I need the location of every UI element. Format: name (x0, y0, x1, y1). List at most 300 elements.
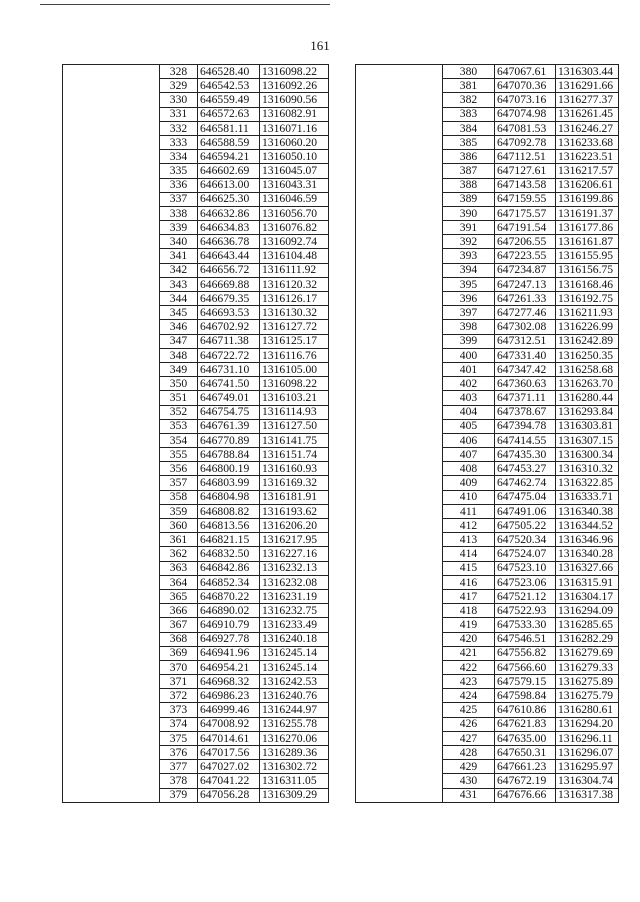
table-row (356, 164, 619, 178)
table-row (356, 277, 619, 291)
table-row (63, 774, 329, 788)
y-coordinate-cell: 1316245.14 (260, 660, 329, 674)
point-number-cell: 386 (443, 150, 495, 164)
y-coordinate-cell: 1316275.89 (556, 675, 619, 689)
point-number-cell: 411 (443, 504, 495, 518)
point-number-cell: 345 (160, 306, 198, 320)
empty-cell (356, 150, 443, 164)
empty-cell (356, 178, 443, 192)
y-coordinate-cell: 1316103.21 (260, 391, 329, 405)
y-coordinate-cell: 1316116.76 (260, 348, 329, 362)
point-number-cell: 365 (160, 589, 198, 603)
table-row (356, 746, 619, 760)
table-row (356, 774, 619, 788)
page-number: 161 (310, 38, 330, 53)
y-coordinate-cell: 1316127.50 (260, 419, 329, 433)
point-number-cell: 348 (160, 348, 198, 362)
x-coordinate-cell: 646731.10 (198, 362, 260, 376)
y-coordinate-cell: 1316279.33 (556, 660, 619, 674)
empty-cell (63, 121, 160, 135)
empty-cell (63, 533, 160, 547)
y-coordinate-cell: 1316294.20 (556, 717, 619, 731)
point-number-cell: 394 (443, 263, 495, 277)
empty-cell (63, 178, 160, 192)
table-row (356, 533, 619, 547)
x-coordinate-cell: 647520.34 (495, 533, 556, 547)
y-coordinate-cell: 1316114.93 (260, 405, 329, 419)
empty-cell (63, 689, 160, 703)
y-coordinate-cell: 1316050.10 (260, 150, 329, 164)
x-coordinate-cell: 646968.32 (198, 675, 260, 689)
point-number-cell: 401 (443, 362, 495, 376)
table-row (63, 703, 329, 717)
point-number-cell: 367 (160, 618, 198, 632)
y-coordinate-cell: 1316296.07 (556, 746, 619, 760)
point-number-cell: 328 (160, 65, 198, 79)
point-number-cell: 355 (160, 448, 198, 462)
x-coordinate-cell: 646634.83 (198, 221, 260, 235)
empty-cell (63, 192, 160, 206)
empty-cell (356, 774, 443, 788)
x-coordinate-cell: 646832.50 (198, 547, 260, 561)
empty-cell (356, 377, 443, 391)
y-coordinate-cell: 1316156.75 (556, 263, 619, 277)
x-coordinate-cell: 646613.00 (198, 178, 260, 192)
empty-cell (63, 79, 160, 93)
top-rule (40, 4, 330, 5)
point-number-cell: 417 (443, 589, 495, 603)
empty-cell (356, 675, 443, 689)
empty-cell (63, 391, 160, 405)
y-coordinate-cell: 1316098.22 (260, 377, 329, 391)
x-coordinate-cell: 647143.58 (495, 178, 556, 192)
table-row (356, 561, 619, 575)
y-coordinate-cell: 1316111.92 (260, 263, 329, 277)
empty-cell (63, 462, 160, 476)
point-number-cell: 404 (443, 405, 495, 419)
point-number-cell: 414 (443, 547, 495, 561)
point-number-cell: 383 (443, 107, 495, 121)
y-coordinate-cell: 1316240.76 (260, 689, 329, 703)
table-row (63, 504, 329, 518)
point-number-cell: 370 (160, 660, 198, 674)
empty-cell (63, 632, 160, 646)
table-row (63, 405, 329, 419)
x-coordinate-cell: 647453.27 (495, 462, 556, 476)
table-row (356, 760, 619, 774)
point-number-cell: 349 (160, 362, 198, 376)
empty-cell (356, 462, 443, 476)
y-coordinate-cell: 1316127.72 (260, 320, 329, 334)
empty-cell (356, 660, 443, 674)
x-coordinate-cell: 646643.44 (198, 249, 260, 263)
point-number-cell: 332 (160, 121, 198, 135)
y-coordinate-cell: 1316092.74 (260, 235, 329, 249)
empty-cell (356, 519, 443, 533)
x-coordinate-cell: 647070.36 (495, 79, 556, 93)
table-row (63, 164, 329, 178)
y-coordinate-cell: 1316245.14 (260, 646, 329, 660)
x-coordinate-cell: 647523.10 (495, 561, 556, 575)
table-row (63, 135, 329, 149)
table-row (356, 519, 619, 533)
x-coordinate-cell: 647331.40 (495, 348, 556, 362)
y-coordinate-cell: 1316279.69 (556, 646, 619, 660)
x-coordinate-cell: 646890.02 (198, 604, 260, 618)
empty-cell (63, 646, 160, 660)
table-row (63, 675, 329, 689)
y-coordinate-cell: 1316242.89 (556, 334, 619, 348)
table-row (356, 121, 619, 135)
x-coordinate-cell: 647056.28 (198, 788, 260, 802)
x-coordinate-cell: 647579.15 (495, 675, 556, 689)
point-number-cell: 358 (160, 490, 198, 504)
empty-cell (63, 93, 160, 107)
table-row (356, 717, 619, 731)
empty-cell (63, 292, 160, 306)
y-coordinate-cell: 1316151.74 (260, 448, 329, 462)
y-coordinate-cell: 1316317.38 (556, 788, 619, 802)
table-row (63, 334, 329, 348)
x-coordinate-cell: 646941.96 (198, 646, 260, 660)
empty-cell (356, 448, 443, 462)
point-number-cell: 341 (160, 249, 198, 263)
y-coordinate-cell: 1316141.75 (260, 433, 329, 447)
table-row (63, 249, 329, 263)
empty-cell (63, 490, 160, 504)
table-row (63, 79, 329, 93)
y-coordinate-cell: 1316217.57 (556, 164, 619, 178)
x-coordinate-cell: 647017.56 (198, 746, 260, 760)
empty-cell (356, 206, 443, 220)
table-row (356, 632, 619, 646)
y-coordinate-cell: 1316289.36 (260, 746, 329, 760)
empty-cell (63, 249, 160, 263)
empty-cell (63, 618, 160, 632)
x-coordinate-cell: 647621.83 (495, 717, 556, 731)
y-coordinate-cell: 1316161.87 (556, 235, 619, 249)
table-row (63, 377, 329, 391)
table-row (63, 221, 329, 235)
empty-cell (63, 320, 160, 334)
y-coordinate-cell: 1316315.91 (556, 575, 619, 589)
table-row (356, 192, 619, 206)
table-row (356, 320, 619, 334)
empty-cell (356, 604, 443, 618)
table-row (356, 306, 619, 320)
table-row (63, 476, 329, 490)
table-row (356, 448, 619, 462)
empty-cell (356, 788, 443, 802)
empty-cell (63, 504, 160, 518)
table-row (356, 504, 619, 518)
empty-cell (356, 164, 443, 178)
point-number-cell: 360 (160, 519, 198, 533)
point-number-cell: 352 (160, 405, 198, 419)
y-coordinate-cell: 1316258.68 (556, 362, 619, 376)
table-row (356, 433, 619, 447)
y-coordinate-cell: 1316076.82 (260, 221, 329, 235)
point-number-cell: 405 (443, 419, 495, 433)
y-coordinate-cell: 1316282.29 (556, 632, 619, 646)
empty-cell (356, 235, 443, 249)
table-row (63, 121, 329, 135)
x-coordinate-cell: 646999.46 (198, 703, 260, 717)
y-coordinate-cell: 1316092.26 (260, 79, 329, 93)
empty-cell (356, 277, 443, 291)
x-coordinate-cell: 646821.15 (198, 533, 260, 547)
table-row (63, 462, 329, 476)
table-row (63, 561, 329, 575)
y-coordinate-cell: 1316280.61 (556, 703, 619, 717)
point-number-cell: 340 (160, 235, 198, 249)
y-coordinate-cell: 1316261.45 (556, 107, 619, 121)
x-coordinate-cell: 647360.63 (495, 377, 556, 391)
empty-cell (63, 589, 160, 603)
y-coordinate-cell: 1316280.44 (556, 391, 619, 405)
empty-cell (356, 79, 443, 93)
table-row (63, 575, 329, 589)
y-coordinate-cell: 1316192.75 (556, 292, 619, 306)
table-row (63, 547, 329, 561)
y-coordinate-cell: 1316226.99 (556, 320, 619, 334)
point-number-cell: 361 (160, 533, 198, 547)
point-number-cell: 375 (160, 731, 198, 745)
y-coordinate-cell: 1316302.72 (260, 760, 329, 774)
x-coordinate-cell: 646722.72 (198, 348, 260, 362)
table-row (63, 589, 329, 603)
empty-cell (63, 377, 160, 391)
point-number-cell: 338 (160, 206, 198, 220)
x-coordinate-cell: 647650.31 (495, 746, 556, 760)
table-row (356, 646, 619, 660)
table-row (63, 660, 329, 674)
point-number-cell: 428 (443, 746, 495, 760)
x-coordinate-cell: 646581.11 (198, 121, 260, 135)
x-coordinate-cell: 646636.78 (198, 235, 260, 249)
point-number-cell: 351 (160, 391, 198, 405)
x-coordinate-cell: 647092.78 (495, 135, 556, 149)
x-coordinate-cell: 646927.78 (198, 632, 260, 646)
point-number-cell: 342 (160, 263, 198, 277)
table-row (63, 448, 329, 462)
x-coordinate-cell: 647159.55 (495, 192, 556, 206)
y-coordinate-cell: 1316098.22 (260, 65, 329, 79)
point-number-cell: 403 (443, 391, 495, 405)
table-row (63, 604, 329, 618)
x-coordinate-cell: 647074.98 (495, 107, 556, 121)
point-number-cell: 419 (443, 618, 495, 632)
empty-cell (63, 760, 160, 774)
table-row (356, 93, 619, 107)
point-number-cell: 350 (160, 377, 198, 391)
y-coordinate-cell: 1316231.19 (260, 589, 329, 603)
y-coordinate-cell: 1316120.32 (260, 277, 329, 291)
x-coordinate-cell: 647491.06 (495, 504, 556, 518)
x-coordinate-cell: 647112.51 (495, 150, 556, 164)
point-number-cell: 400 (443, 348, 495, 362)
x-coordinate-cell: 646656.72 (198, 263, 260, 277)
x-coordinate-cell: 646588.59 (198, 135, 260, 149)
coordinate-table-right (355, 64, 619, 803)
empty-cell (63, 235, 160, 249)
x-coordinate-cell: 647521.12 (495, 589, 556, 603)
x-coordinate-cell: 646842.86 (198, 561, 260, 575)
table-row (63, 292, 329, 306)
point-number-cell: 359 (160, 504, 198, 518)
table-row (356, 377, 619, 391)
y-coordinate-cell: 1316217.95 (260, 533, 329, 547)
y-coordinate-cell: 1316285.65 (556, 618, 619, 632)
empty-cell (356, 334, 443, 348)
y-coordinate-cell: 1316255.78 (260, 717, 329, 731)
empty-cell (63, 150, 160, 164)
table-row (356, 221, 619, 235)
point-number-cell: 407 (443, 448, 495, 462)
table-row (356, 334, 619, 348)
point-number-cell: 425 (443, 703, 495, 717)
empty-cell (356, 405, 443, 419)
table-row (63, 760, 329, 774)
y-coordinate-cell: 1316206.20 (260, 519, 329, 533)
point-number-cell: 396 (443, 292, 495, 306)
table-row (356, 703, 619, 717)
point-number-cell: 344 (160, 292, 198, 306)
empty-cell (356, 65, 443, 79)
x-coordinate-cell: 647435.30 (495, 448, 556, 462)
empty-cell (63, 675, 160, 689)
y-coordinate-cell: 1316240.18 (260, 632, 329, 646)
table-row (63, 320, 329, 334)
y-coordinate-cell: 1316155.95 (556, 249, 619, 263)
table-row (356, 263, 619, 277)
y-coordinate-cell: 1316304.17 (556, 589, 619, 603)
table-row (63, 632, 329, 646)
empty-cell (63, 107, 160, 121)
empty-cell (63, 221, 160, 235)
table-row (356, 206, 619, 220)
point-number-cell: 382 (443, 93, 495, 107)
y-coordinate-cell: 1316177.86 (556, 221, 619, 235)
x-coordinate-cell: 647414.55 (495, 433, 556, 447)
x-coordinate-cell: 647041.22 (198, 774, 260, 788)
x-coordinate-cell: 647556.82 (495, 646, 556, 660)
point-number-cell: 420 (443, 632, 495, 646)
table-row (356, 107, 619, 121)
empty-cell (356, 618, 443, 632)
table-row (356, 788, 619, 802)
x-coordinate-cell: 647073.16 (495, 93, 556, 107)
empty-cell (356, 93, 443, 107)
x-coordinate-cell: 646542.53 (198, 79, 260, 93)
empty-cell (356, 703, 443, 717)
empty-cell (63, 277, 160, 291)
point-number-cell: 389 (443, 192, 495, 206)
point-number-cell: 336 (160, 178, 198, 192)
empty-cell (63, 788, 160, 802)
y-coordinate-cell: 1316130.32 (260, 306, 329, 320)
empty-cell (356, 292, 443, 306)
x-coordinate-cell: 646808.82 (198, 504, 260, 518)
point-number-cell: 373 (160, 703, 198, 717)
point-number-cell: 427 (443, 731, 495, 745)
x-coordinate-cell: 646852.34 (198, 575, 260, 589)
table-row (356, 675, 619, 689)
empty-cell (356, 561, 443, 575)
table-row (63, 93, 329, 107)
x-coordinate-cell: 647635.00 (495, 731, 556, 745)
point-number-cell: 335 (160, 164, 198, 178)
table-row (356, 689, 619, 703)
y-coordinate-cell: 1316043.31 (260, 178, 329, 192)
empty-cell (356, 717, 443, 731)
y-coordinate-cell: 1316206.61 (556, 178, 619, 192)
empty-cell (356, 391, 443, 405)
table-row (63, 306, 329, 320)
empty-cell (356, 504, 443, 518)
x-coordinate-cell: 647247.13 (495, 277, 556, 291)
point-number-cell: 378 (160, 774, 198, 788)
y-coordinate-cell: 1316291.66 (556, 79, 619, 93)
x-coordinate-cell: 646669.88 (198, 277, 260, 291)
table-row (356, 235, 619, 249)
y-coordinate-cell: 1316090.56 (260, 93, 329, 107)
y-coordinate-cell: 1316244.97 (260, 703, 329, 717)
x-coordinate-cell: 646910.79 (198, 618, 260, 632)
table-row (63, 533, 329, 547)
table-row (63, 150, 329, 164)
empty-cell (63, 660, 160, 674)
table-row (356, 462, 619, 476)
empty-cell (356, 263, 443, 277)
point-number-cell: 421 (443, 646, 495, 660)
point-number-cell: 368 (160, 632, 198, 646)
y-coordinate-cell: 1316233.49 (260, 618, 329, 632)
table-row (63, 746, 329, 760)
y-coordinate-cell: 1316199.86 (556, 192, 619, 206)
point-number-cell: 392 (443, 235, 495, 249)
y-coordinate-cell: 1316191.37 (556, 206, 619, 220)
x-coordinate-cell: 647008.92 (198, 717, 260, 731)
point-number-cell: 357 (160, 476, 198, 490)
y-coordinate-cell: 1316307.15 (556, 433, 619, 447)
y-coordinate-cell: 1316160.93 (260, 462, 329, 476)
empty-cell (63, 774, 160, 788)
y-coordinate-cell: 1316277.37 (556, 93, 619, 107)
point-number-cell: 388 (443, 178, 495, 192)
y-coordinate-cell: 1316246.27 (556, 121, 619, 135)
y-coordinate-cell: 1316046.59 (260, 192, 329, 206)
table-row (63, 348, 329, 362)
empty-cell (63, 362, 160, 376)
x-coordinate-cell: 646711.38 (198, 334, 260, 348)
empty-cell (63, 348, 160, 362)
point-number-cell: 330 (160, 93, 198, 107)
point-number-cell: 387 (443, 164, 495, 178)
x-coordinate-cell: 646702.92 (198, 320, 260, 334)
x-coordinate-cell: 647234.87 (495, 263, 556, 277)
point-number-cell: 376 (160, 746, 198, 760)
empty-cell (63, 206, 160, 220)
empty-cell (356, 192, 443, 206)
point-number-cell: 410 (443, 490, 495, 504)
x-coordinate-cell: 647378.67 (495, 405, 556, 419)
point-number-cell: 356 (160, 462, 198, 476)
point-number-cell: 362 (160, 547, 198, 561)
y-coordinate-cell: 1316333.71 (556, 490, 619, 504)
table-row (63, 362, 329, 376)
point-number-cell: 398 (443, 320, 495, 334)
